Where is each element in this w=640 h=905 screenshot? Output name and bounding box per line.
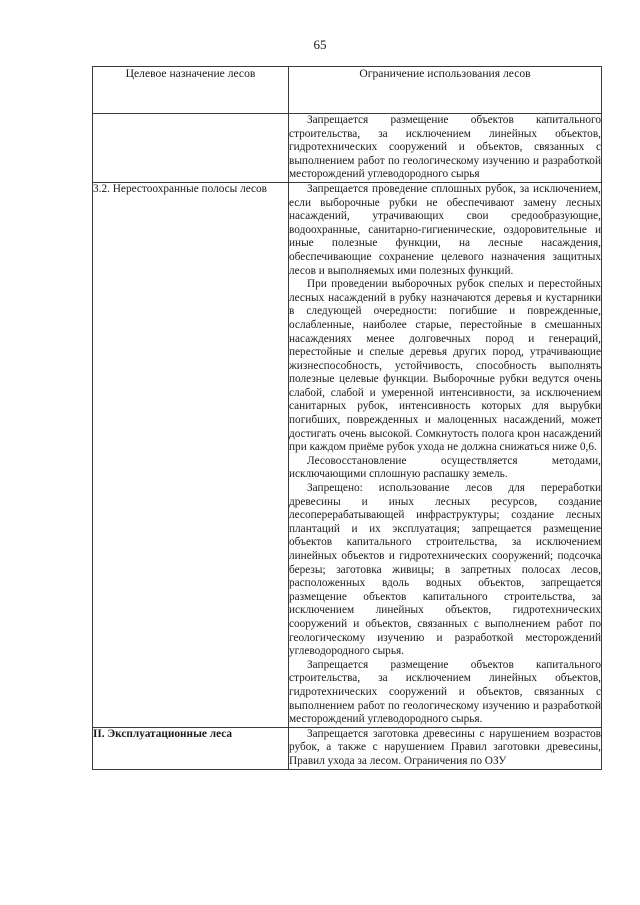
row-restriction-cell [289, 182, 602, 727]
row-purpose-cell [93, 114, 289, 183]
column-header-purpose: Целевое назначение лесов [93, 67, 289, 114]
restriction-paragraph: Запрещается размещение объектов капитального строительства, за исключением линейных объектов, гидротехнических сооружений и объектов, связанных с выполнением работ по геологическому изучению и разработкой месторождений углеводородного сырья [289, 114, 601, 181]
column-header-restrictions: Ограничение использования лесов [289, 67, 602, 114]
page-number: 65 [313, 37, 327, 52]
restriction-paragraph: Лесовосстановление осуществляется методами, исключающими сплошную распашку земель. [289, 454, 601, 481]
table-row [93, 727, 602, 769]
table-row [93, 114, 602, 183]
forest-restrictions-table [92, 66, 602, 770]
restriction-paragraph: Запрещается проведение сплошных рубок, за исключением, если выборочные рубки не обеспечивают замену лесных насаждений, утрачивающих свои средообразующие, водоохранные, санитарно-гигиенические, оздоровительные и иные полезные функции, на лесные насаждения, обеспечивающие сохранение целевого назначения защитных лесов и выполняемых ими полезных функций. [289, 182, 601, 277]
table-header-row [93, 67, 602, 114]
restriction-paragraph: Запрещается размещение объектов капитального строительства, за исключением линейных объектов, гидротехнических сооружений и объектов, связанных с выполнением работ по геологическому изучению и разработкой месторождений углеводородного сырья. [289, 658, 601, 726]
restriction-paragraph: Запрещено: использование лесов для переработки древесины и иных лесных ресурсов, создание лесоперерабатывающей инфраструктуры; создание лесных плантаций и их эксплуатация; запрещается размещение объектов капитального строительства, за исключением линейных объектов и гидротехнических сооружений; подсочка березы; заготовка живицы; в запретных полосах лесов, расположенных вдоль водных объектов, запрещается размещение объектов капитального строительства, за исключением линейных объектов, гидротехнических сооружений и объектов, связанных с выполнением работ по геологическому изучению и разработкой месторождений углеводородного сырья. [289, 482, 601, 658]
restriction-paragraph: При проведении выборочных рубок спелых и перестойных лесных насаждений в рубку назначаются деревья и кустарники в следующей очередности: погибшие и поврежденные, ослабленные, наиболее старые, перестойные в смешанных насаждениях менее долговечных пород и генераций, перестойные и спелые деревья других пород, утрачивающие жизнеспособность, устойчивость, способность выполнять полезные целевые функции. Выборочные рубки ведутся очень слабой, слабой и умеренной интенсивности, за исключением санитарных рубок, интенсивность которых для вырубки погибших, поврежденных и малоценных насаждений, может достигать очень высокой. Сомкнутость полога крон насаждений при каждом приёме рубок ухода не должна снижаться ниже 0,6. [289, 278, 601, 454]
row-purpose-cell: 3.2. Нерестоохранные полосы лесов [93, 182, 289, 727]
row-restriction-cell [289, 114, 602, 183]
restriction-paragraph: Запрещается заготовка древесины с нарушением возрастов рубок, а также с нарушением Правил заготовки древесины, Правил ухода за лесом. Ограничения по ОЗУ [289, 727, 601, 767]
row-restriction-cell [289, 727, 602, 769]
row-purpose-cell: II. Эксплуатационные леса [93, 727, 289, 769]
table-row [93, 182, 602, 727]
